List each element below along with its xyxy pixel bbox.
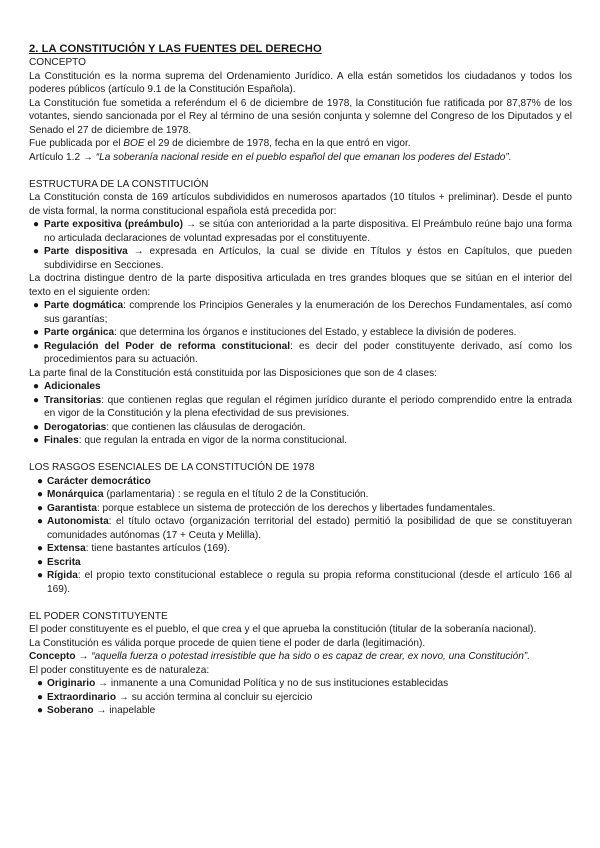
item-text: → inmanente a una Comunidad Política y no de sus instituciones establecidas bbox=[95, 678, 449, 689]
bullet-icon: ● bbox=[37, 543, 44, 554]
list-item bbox=[29, 502, 572, 516]
article-ref: Artículo 1.2 → bbox=[29, 151, 96, 163]
estructura-list-2 bbox=[29, 299, 572, 367]
boe-text: BOE bbox=[123, 138, 145, 149]
bullet-icon: ● bbox=[33, 246, 40, 257]
bullet-icon: ● bbox=[37, 475, 44, 487]
list-item bbox=[29, 218, 572, 245]
list-item bbox=[29, 691, 572, 705]
list-item bbox=[29, 569, 572, 596]
list-item bbox=[29, 326, 572, 340]
item-text: : que contienen las cláusulas de derogación. bbox=[106, 421, 306, 433]
item-bold: Carácter democrático bbox=[47, 475, 151, 487]
list-item bbox=[29, 488, 572, 502]
item-bold: Monárquica bbox=[47, 489, 104, 500]
list-item bbox=[29, 704, 572, 718]
concepto-paragraph-3 bbox=[29, 137, 572, 151]
concepto-paragraph-1: La Constitución es la norma suprema del Ordenamiento Jurídico. A ella están sometidos los ciudadanos y todos los poderes públicos (artículo 9.1 de la Constitución Española). bbox=[29, 70, 572, 95]
spacer bbox=[29, 448, 572, 462]
bullet-icon: ● bbox=[33, 327, 40, 338]
bullet-icon: ● bbox=[33, 219, 40, 230]
list-item bbox=[29, 515, 572, 542]
concepto-quote: “aquella fuerza o potestad irresistible que ha sido o es capaz de crear, ex novo, una Constitución”. bbox=[91, 651, 531, 662]
section-heading-estructura: ESTRUCTURA DE LA CONSTITUCIÓN bbox=[29, 178, 209, 190]
item-bold: Extensa bbox=[47, 543, 86, 554]
arrow: → bbox=[75, 651, 92, 662]
bullet-icon: ● bbox=[37, 516, 44, 527]
section-heading-concepto: CONCEPTO bbox=[29, 57, 87, 68]
item-bold: Parte dispositiva bbox=[44, 246, 128, 257]
estructura-paragraph-1: La Constitución consta de 169 artículos subdivididos en numerosos apartados (10 títulos + preliminar). Desde el punto de vista formal, la norma constitucional española está precedida por: bbox=[29, 192, 572, 217]
item-text: : que contienen reglas que regulan el régimen jurídico durante el periodo comprendido entre la entrada en vigor de la Constitución y la plena efectividad de sus previsiones. bbox=[44, 394, 572, 419]
item-bold: Derogatorias bbox=[44, 421, 107, 433]
poder-paragraph-1: El poder constituyente es el pueblo, el que crea y el que aprueba la constitución (titular de la soberanía nacional). bbox=[29, 624, 537, 635]
item-bold: Parte expositiva (preámbulo) bbox=[44, 219, 184, 230]
section-heading-poder: EL PODER CONSTITUYENTE bbox=[29, 610, 168, 622]
bullet-icon: ● bbox=[37, 556, 44, 568]
item-bold: Originario bbox=[47, 678, 96, 689]
bullet-icon: ● bbox=[33, 340, 40, 352]
item-bold: Escrita bbox=[47, 556, 81, 568]
poder-paragraph-2: La Constitución es válida porque procede de quien tiene el poder de darla (legitimación). bbox=[29, 637, 426, 649]
rasgos-list bbox=[29, 475, 572, 597]
bullet-icon: ● bbox=[37, 678, 44, 689]
list-item bbox=[29, 394, 572, 421]
list-item bbox=[29, 434, 572, 448]
estructura-list-1 bbox=[29, 218, 572, 272]
spacer bbox=[29, 164, 572, 178]
item-text: : porque establece un sistema de protección de los derechos y libertades fundamentales. bbox=[96, 502, 496, 514]
bullet-icon: ● bbox=[33, 381, 40, 392]
list-item bbox=[29, 380, 572, 394]
bullet-icon: ● bbox=[33, 435, 40, 446]
p3-pre: Fue publicada por el bbox=[29, 138, 124, 149]
bullet-icon: ● bbox=[37, 691, 44, 703]
estructura-paragraph-2: La doctrina distingue dentro de la parte dispositiva articulada en tres grandes bloques que se sitúan en el interior del texto en el siguiente orden: bbox=[29, 273, 572, 298]
bullet-icon: ● bbox=[37, 705, 44, 716]
list-item bbox=[29, 421, 572, 435]
bullet-icon: ● bbox=[33, 300, 40, 311]
item-bold: Autonomista bbox=[47, 516, 109, 527]
item-bold: Parte orgánica bbox=[44, 327, 115, 338]
item-text: → inapelable bbox=[93, 705, 156, 716]
list-item bbox=[29, 542, 572, 556]
section-heading-rasgos: LOS RASGOS ESENCIALES DE LA CONSTITUCIÓN DE 1978 bbox=[29, 462, 315, 473]
item-bold: Finales bbox=[44, 435, 79, 446]
item-text: : el propio texto constitucional establece o regula su propia reforma constitucional (desde el artículo 166 al 169). bbox=[47, 570, 572, 595]
item-text: → se sitúa con anterioridad a la parte dispositiva. El Preámbulo reúne bajo una forma no articulada declaraciones de voluntad expresadas por el constituyente. bbox=[44, 219, 572, 244]
document-page bbox=[29, 42, 572, 718]
item-bold: Extraordinario bbox=[47, 691, 116, 703]
item-bold: Garantista bbox=[47, 502, 97, 514]
bullet-icon: ● bbox=[33, 421, 40, 433]
poder-list bbox=[29, 677, 572, 718]
list-item bbox=[29, 340, 572, 367]
item-bold: Parte dogmática bbox=[44, 300, 124, 311]
item-text: → expresada en Artículos, la cual se divide en Títulos y éstos en Capítulos, que pueden subdividirse en Secciones. bbox=[44, 246, 572, 271]
spacer bbox=[29, 596, 572, 610]
concepto-label: Concepto bbox=[29, 651, 76, 662]
p3-post: el 29 de diciembre de 1978, fecha en la que entró en vigor. bbox=[144, 138, 411, 149]
estructura-paragraph-3: La parte final de la Constitución está constituida por las Disposiciones que son de 4 clases: bbox=[29, 367, 437, 379]
item-bold: Transitorias bbox=[44, 394, 102, 406]
list-item bbox=[29, 299, 572, 326]
list-item bbox=[29, 245, 572, 272]
estructura-list-3 bbox=[29, 380, 572, 448]
poder-paragraph-3: El poder constituyente es de naturaleza: bbox=[29, 664, 210, 676]
concepto-paragraph-2: La Constitución fue sometida a referéndum el 6 de diciembre de 1978, la Constitución fue ratificada por 87,87% de los votantes, siendo sancionada por el Rey al término de una sesión conjunta y solemne del Congreso de los Diputados y el Senado el 27 de diciembre de 1978. bbox=[29, 97, 572, 136]
item-bold: Soberano bbox=[47, 705, 94, 716]
item-text: : es decir del poder constituyente derivado, así como los procedimientos para su actuación. bbox=[44, 340, 573, 365]
concepto-paragraph-4 bbox=[29, 151, 572, 165]
item-text: : comprende los Principios Generales y la enumeración de los Derechos Fundamentales, así como sus garantías; bbox=[44, 300, 572, 325]
bullet-icon: ● bbox=[33, 394, 40, 406]
list-item bbox=[29, 475, 572, 489]
item-text: (parlamentaria) : se regula en el título 2 de la Constitución. bbox=[103, 489, 369, 500]
bullet-icon: ● bbox=[37, 502, 44, 514]
bullet-icon: ● bbox=[37, 489, 44, 500]
item-text: : tiene bastantes artículos (169). bbox=[85, 543, 230, 554]
list-item bbox=[29, 677, 572, 691]
item-text: : que determina los órganos e instituciones del Estado, y establece la división de poderes. bbox=[114, 327, 517, 338]
list-item bbox=[29, 556, 572, 570]
document-title: 2. LA CONSTITUCIÓN Y LAS FUENTES DEL DERECHO bbox=[29, 43, 322, 55]
item-text: : el título octavo (organización territorial del estado) permitió la posibilidad de que se constituyeran comunidades autónomas (17 + Ceuta y Melilla). bbox=[47, 516, 572, 541]
item-bold: Adicionales bbox=[44, 381, 101, 392]
poder-concepto bbox=[29, 650, 572, 664]
article-quote: “La soberanía nacional reside en el pueblo español del que emanan los poderes del Estado”. bbox=[95, 151, 512, 163]
item-text: → su acción termina al concluir su ejercicio bbox=[116, 691, 313, 703]
item-bold: Rígida bbox=[47, 570, 78, 581]
item-text: : que regulan la entrada en vigor de la norma constitucional. bbox=[78, 435, 347, 446]
item-bold: Regulación del Poder de reforma constitucional bbox=[44, 340, 291, 352]
bullet-icon: ● bbox=[37, 570, 44, 581]
